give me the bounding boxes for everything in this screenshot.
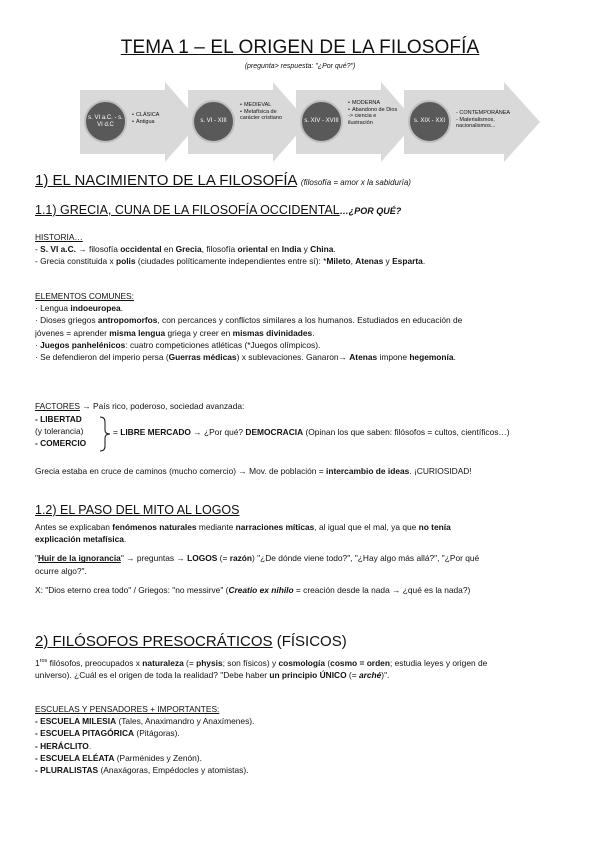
timeline-note: • MODERNA bbox=[348, 100, 400, 107]
section-2-body: $1^{ros}$ filósofos, preocupados x naturaleza (= physis; son físicos) y cosmología (cosmo = orden; estudia leyes y origen de universo). ¿Cuál es el origen de toda la realidad? "Debe haber un principio ÚNICO (= arché)". bbox=[35, 657, 488, 680]
factores-block bbox=[35, 400, 570, 412]
section-1-1-heading bbox=[35, 203, 401, 217]
creatio-paragraph: X: "Dios eterno crea todo" / Griegos: "no messirve" (Creatio ex nihilo = creación desde la nada → ¿qué es la nada?) bbox=[35, 584, 471, 595]
factor-comercio: - COMERCIO bbox=[35, 438, 87, 449]
timeline-note: • CLÁSICA bbox=[132, 112, 192, 119]
elementos-line-1: · Lengua indoeuropea. bbox=[35, 303, 123, 314]
section-1-2-body bbox=[35, 521, 570, 596]
timeline bbox=[80, 82, 540, 162]
timeline-stage-modern bbox=[296, 82, 416, 162]
elementos-line-5: · Se defendieron del imperio persa (Guerras médicas) x sublevaciones. Ganaron→ Atenas impone hegemonía. bbox=[35, 352, 456, 363]
timeline-note: • Abandono de Dios -> ciencia e ilustración bbox=[348, 107, 400, 127]
timeline-note: - Materialismos, nacionalismos... bbox=[456, 116, 496, 130]
escuelas-block bbox=[35, 703, 570, 776]
page-subtitle: (pregunta> respuesta: "¿Por qué?") bbox=[244, 63, 356, 70]
timeline-stage-medieval bbox=[188, 82, 308, 162]
elementos-line-4: · Juegos panhelénicos: cuatro competiciones atléticas (*Juegos olímpicos). bbox=[35, 339, 321, 350]
section-2-paren: (FÍSICOS) bbox=[272, 633, 347, 650]
historia-line-1: - S. VI a.C. → filosofía occidental en Grecia, filosofía oriental en India y China. bbox=[35, 244, 336, 255]
timeline-period: s. XIV - XVIII bbox=[300, 100, 343, 143]
historia-line-2: - Grecia constituida x polis (ciudades políticamente independientes entre sí): *Mileto, Atenas y Esparta. bbox=[35, 256, 426, 267]
elementos-line-2: · Dioses griegos antropomorfos, con percances y conflictos similares a los humanos. Estudiados en educación de bbox=[35, 315, 463, 326]
timeline-note: • MEDIEVAL bbox=[240, 102, 296, 109]
section-1-note: (filosofía = amor x la sabiduría) bbox=[300, 178, 411, 187]
factores-line-1: FACTORES → País rico, poderoso, sociedad avanzada: bbox=[35, 401, 245, 411]
list-item: - ESCUELA MILESIA (Tales, Anaximandro y Anaxímenes). bbox=[35, 716, 255, 727]
factor-tolerancia: (y tolerancia) bbox=[35, 426, 84, 437]
elementos-line-3: jóvenes = aprender misma lengua griega y creer en mismas divinidades. bbox=[35, 327, 315, 338]
timeline-notes bbox=[240, 102, 296, 122]
logos-paragraph: "Huir de la ignorancia" → preguntas → LOGOS (= razón) "¿De dónde viene todo?", "¿Hay algo más allá?", "¿Por qué ocurre algo?". bbox=[35, 553, 480, 576]
timeline-note: • Antigua bbox=[132, 119, 192, 126]
timeline-stage-contemporary bbox=[404, 82, 540, 162]
elementos-header: ELEMENTOS COMUNES: bbox=[35, 291, 134, 301]
factor-libertad: - LIBERTAD bbox=[35, 414, 82, 424]
timeline-period: s. XIX - XXI bbox=[408, 100, 451, 143]
section-2-heading bbox=[35, 633, 347, 650]
elementos-block bbox=[35, 290, 570, 363]
page-title: TEMA 1 – EL ORIGEN DE LA FILOSOFÍA bbox=[120, 37, 480, 58]
timeline-note: - CONTEMPORÁNEA bbox=[456, 110, 511, 116]
timeline-notes bbox=[348, 100, 400, 126]
list-item: - ESCUELA PITAGÓRICA (Pitágoras). bbox=[35, 728, 180, 739]
list-item: - ESCUELA ELÉATA (Parménides y Zenón). bbox=[35, 752, 202, 763]
section-1-2-title: 1.2) EL PASO DEL MITO AL LOGOS bbox=[35, 503, 240, 517]
factores-right: = LIBRE MERCADO → ¿Por qué? DEMOCRACIA (Opinan los que saben: filósofos = cultos, científicos…) bbox=[113, 427, 510, 437]
section-1-heading bbox=[35, 172, 411, 189]
timeline-note: • Metafísica de carácter cristiano bbox=[240, 109, 296, 122]
section-1-1-title: 1.1) GRECIA, CUNA DE LA FILOSOFÍA OCCIDENTAL bbox=[35, 203, 340, 217]
timeline-notes bbox=[456, 110, 516, 130]
timeline-notes bbox=[132, 112, 192, 125]
mito-paragraph: Antes se explicaban fenómenos naturales mediante narraciones míticas, al igual que el mal, ya que no tenía explicación metafísica. bbox=[35, 522, 451, 545]
escuelas-header: ESCUELAS Y PENSADORES + IMPORTANTES: bbox=[35, 704, 220, 714]
factores-header: FACTORES bbox=[35, 401, 80, 411]
timeline-period: s. VI a.C. - s. VI d.C bbox=[84, 100, 127, 143]
section-1-1-question: …¿POR QUÉ? bbox=[339, 206, 402, 216]
section-1-title: 1) EL NACIMIENTO DE LA FILOSOFÍA bbox=[35, 172, 297, 189]
list-item: - PLURALISTAS (Anaxágoras, Empédocles y atomistas). bbox=[35, 765, 249, 776]
timeline-stage-classical bbox=[80, 82, 200, 162]
section-1-2-heading bbox=[35, 503, 239, 517]
factores-conclusion: Grecia estaba en cruce de caminos (mucho comercio) → Mov. de población = intercambio de ideas. ¡CURIOSIDAD! bbox=[35, 466, 472, 476]
historia-header: HISTORIA… bbox=[35, 232, 83, 242]
timeline-period: s. VI - XIII bbox=[192, 100, 235, 143]
section-2-title: 2) FILÓSOFOS PRESOCRÁTICOS bbox=[35, 633, 273, 650]
historia-block bbox=[35, 231, 570, 268]
curly-brace-icon bbox=[98, 416, 112, 452]
list-item: - HERÁCLITO. bbox=[35, 740, 92, 751]
